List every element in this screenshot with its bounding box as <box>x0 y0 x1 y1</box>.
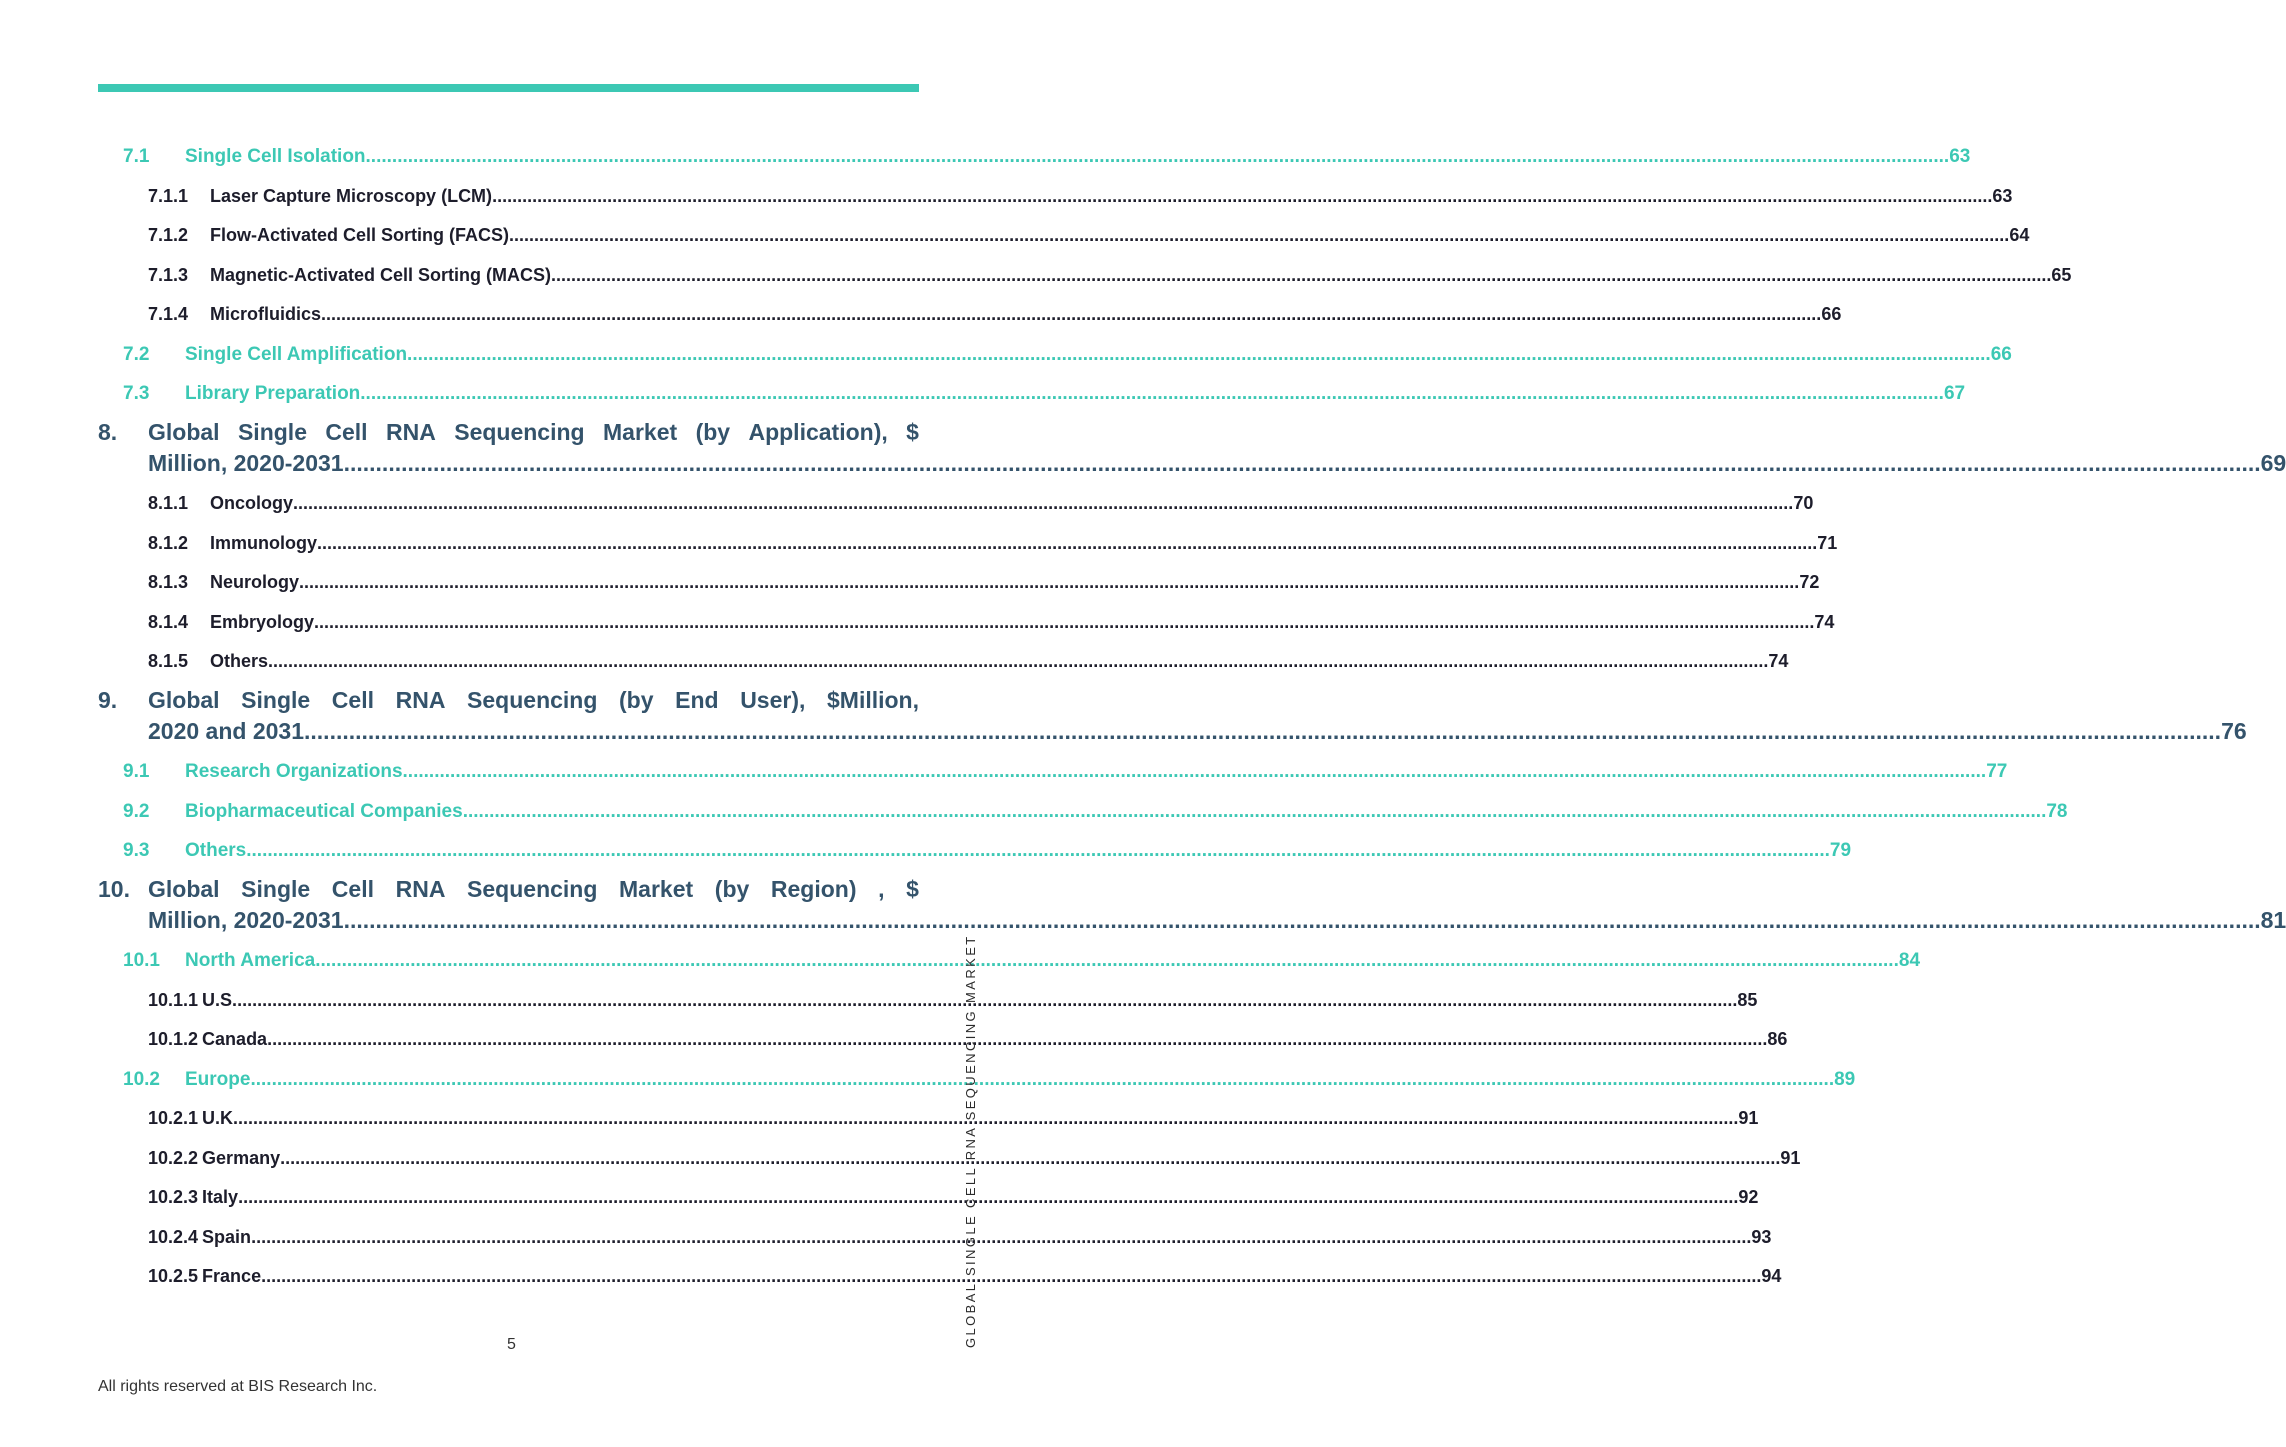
footer-copyright: All rights reserved at BIS Research Inc. <box>98 1378 378 1395</box>
dot-leader: ............................................................................................................................................................................................................................................................................................................ <box>317 533 1818 553</box>
toc-entry-9-2[interactable] <box>123 801 2068 825</box>
chapter-title-line <box>148 718 2247 749</box>
toc-number: 10.2.4 <box>148 1227 199 1247</box>
dot-leader: ............................................................................................................................................................................................................................................................................................................ <box>360 383 1944 404</box>
toc-title: Immunology <box>210 533 317 553</box>
title-word: Sequencing <box>454 419 585 445</box>
toc-page: 63 <box>1992 186 2013 206</box>
title-word: Application), <box>748 419 888 445</box>
title-word: $Million, <box>827 687 919 713</box>
toc-title: Magnetic-Activated Cell Sorting (MACS) <box>210 265 552 285</box>
dot-leader: ............................................................................................................................................................................................................................................................................................................ <box>261 1266 1762 1286</box>
toc-title: U.K. <box>202 1108 239 1128</box>
side-running-title: GLOBAL SINGLE CELL RNA SEQUENCING MARKET <box>963 934 978 1348</box>
dot-leader: ............................................................................................................................................................................................................................................................................................................ <box>402 761 1987 782</box>
toc-entry-10-2-2[interactable] <box>148 1148 1801 1172</box>
toc-title: France <box>202 1266 262 1286</box>
toc-page: 70 <box>1793 493 1814 513</box>
title-word: Single <box>241 876 311 902</box>
toc-entry-7-3[interactable] <box>123 383 1966 407</box>
toc-number: 8.1.2 <box>148 533 189 553</box>
toc-page: 89 <box>1834 1069 1856 1090</box>
dot-leader: ............................................................................................................................................................................................................................................................................................................ <box>238 1187 1739 1207</box>
toc-title: Others <box>210 651 269 671</box>
title-word: Market <box>603 419 678 445</box>
chapter-title-line <box>148 907 2286 938</box>
toc-title: Million, 2020-2031 <box>148 450 344 476</box>
toc-title: Biopharmaceutical Companies <box>185 801 463 822</box>
toc-entry-10-2[interactable] <box>123 1069 1856 1093</box>
toc-number: 8.1.4 <box>148 612 189 632</box>
title-word: RNA <box>395 687 446 713</box>
toc-page: 78 <box>2046 801 2068 822</box>
toc-entry-8-1-1[interactable] <box>148 493 1814 517</box>
toc-entry-9-1[interactable] <box>123 761 2008 785</box>
title-word: $ <box>906 876 919 902</box>
toc-number: 8.1.5 <box>148 651 189 671</box>
toc-number: 7.3 <box>123 383 150 404</box>
toc-title: Laser Capture Microscopy (LCM) <box>210 186 493 206</box>
toc-entry-7-2[interactable] <box>123 344 2012 368</box>
toc-page: 92 <box>1738 1187 1759 1207</box>
dot-leader: ............................................................................................................................................................................................................................................................................................................ <box>237 990 1738 1010</box>
toc-number: 7.1 <box>123 146 150 167</box>
toc-page: 76 <box>2221 718 2247 744</box>
toc-title: U.S. <box>202 990 238 1010</box>
title-word: Single <box>241 687 311 713</box>
toc-page: 84 <box>1898 950 1921 971</box>
toc-entry-10-1-1[interactable] <box>148 990 1758 1014</box>
toc-title: Single Cell Amplification <box>185 344 408 365</box>
dot-leader: ............................................................................................................................................................................................................................................................................................................ <box>299 572 1800 592</box>
toc-title: Single Cell Isolation <box>185 146 366 167</box>
toc-number: 9. <box>98 687 118 713</box>
chapter-title-line <box>98 876 919 907</box>
title-word: End <box>675 687 719 713</box>
chapter-title-words <box>148 876 919 903</box>
toc-entry-9-3[interactable] <box>123 840 1852 864</box>
toc-entry-7-1-2[interactable] <box>148 225 2030 249</box>
toc-number: 9.2 <box>123 801 150 822</box>
title-word: (by <box>714 876 750 902</box>
toc-number: 7.1.3 <box>148 265 189 285</box>
toc-number: 10.2 <box>123 1069 160 1090</box>
title-word: Sequencing <box>467 687 598 713</box>
toc-title: Neurology <box>210 572 300 592</box>
toc-title: Others <box>185 840 247 861</box>
title-word: $ <box>906 419 919 445</box>
dot-leader: ............................................................................................................................................................................................................................................................................................................ <box>251 1227 1752 1247</box>
dot-leader: ............................................................................................................................................................................................................................................................................................................ <box>315 950 1899 971</box>
toc-entry-10-2-4[interactable] <box>148 1227 1772 1251</box>
toc-title: Canada <box>202 1029 268 1049</box>
dot-leader: ............................................................................................................................................................................................................................................................................................................ <box>321 304 1822 324</box>
toc-number: 8. <box>98 419 118 445</box>
toc-page: 74 <box>1768 651 1789 671</box>
toc-entry-10-2-5[interactable] <box>148 1266 1782 1290</box>
dot-leader: ............................................................................................................................................................................................................................................................................................................ <box>365 146 1950 167</box>
title-word: Cell <box>325 419 368 445</box>
title-word: Market <box>619 876 694 902</box>
toc-entry-10-2-1[interactable] <box>148 1108 1759 1132</box>
toc-number: 10.2.2 <box>148 1148 199 1168</box>
toc-entry-10-1[interactable] <box>123 950 1921 974</box>
dot-leader: ............................................................................................................................................................................................................................................................................................................ <box>267 1029 1768 1049</box>
dot-leader: ............................................................................................................................................................................................................................................................................................................ <box>314 612 1815 632</box>
dot-leader: ............................................................................................................................................................................................................................................................................................................ <box>280 1148 1781 1168</box>
toc-page: 91 <box>1780 1148 1801 1168</box>
title-word: Sequencing <box>467 876 598 902</box>
toc-page: 91 <box>1738 1108 1759 1128</box>
toc-number: 7.1.2 <box>148 225 189 245</box>
toc-page: 69 <box>2260 450 2286 476</box>
toc-page: 93 <box>1751 1227 1772 1247</box>
toc-title: 2020 and 2031 <box>148 718 305 744</box>
title-word: Cell <box>331 876 374 902</box>
toc-entry-8-1-3[interactable] <box>148 572 1820 596</box>
toc-number: 10. <box>98 876 130 902</box>
top-accent-rule <box>98 84 919 92</box>
toc-number: 10.2.3 <box>148 1187 199 1207</box>
toc-entry-7-1[interactable] <box>123 146 1971 170</box>
toc-number: 10.1.2 <box>148 1029 199 1049</box>
toc-title: Library Preparation <box>185 383 361 404</box>
toc-entry-7-1-3[interactable] <box>148 265 2072 289</box>
toc-page: 67 <box>1943 383 1966 404</box>
dot-leader: ............................................................................................................................................................................................................................................................................................................ <box>462 801 2047 822</box>
toc-title: Europe <box>185 1069 251 1090</box>
title-word: User), <box>740 687 806 713</box>
title-word: RNA <box>395 876 446 902</box>
toc-page: 72 <box>1799 572 1820 592</box>
toc-page: 86 <box>1767 1029 1788 1049</box>
toc-page: 65 <box>2051 265 2072 285</box>
page-number: 5 <box>507 1336 516 1353</box>
toc-page: 94 <box>1761 1266 1782 1286</box>
toc-title: North America <box>185 950 316 971</box>
toc-title: Oncology <box>210 493 294 513</box>
toc-page: 66 <box>1821 304 1842 324</box>
toc-page: 79 <box>1829 840 1852 861</box>
toc-number: 10.2.5 <box>148 1266 199 1286</box>
toc-entry-10-2-3[interactable] <box>148 1187 1759 1211</box>
toc-title: Italy <box>202 1187 239 1207</box>
chapter-title-line <box>98 419 919 450</box>
toc-number: 7.1.4 <box>148 304 189 324</box>
toc-page: 85 <box>1737 990 1758 1010</box>
dot-leader: ............................................................................................................................................................................................................................................................................................................ <box>250 1069 1835 1090</box>
toc-chapter-10[interactable] <box>98 876 2286 938</box>
title-word: Cell <box>331 687 374 713</box>
toc-title: Research Organizations <box>185 761 403 782</box>
dot-leader: ............................................................................................................................................................................................................................................................................................................ <box>246 840 1830 861</box>
toc-number: 9.1 <box>123 761 150 782</box>
toc-entry-7-1-4[interactable] <box>148 304 1842 328</box>
toc-title: Million, 2020-2031 <box>148 907 344 933</box>
dot-leader: ............................................................................................................................................................................................................................................................................................................ <box>492 186 1993 206</box>
toc-number: 8.1.1 <box>148 493 189 513</box>
toc-entry-8-1-4[interactable] <box>148 612 1835 636</box>
toc-page: 81 <box>2260 907 2286 933</box>
title-word: (by <box>695 419 731 445</box>
toc-page: 77 <box>1986 761 2008 782</box>
title-word: RNA <box>385 419 436 445</box>
dot-leader: ............................................................................................................................................................................................................................................................................................................ <box>268 651 1769 671</box>
chapter-title-words <box>148 419 919 446</box>
toc-number: 8.1.3 <box>148 572 189 592</box>
toc-number: 9.3 <box>123 840 150 861</box>
dot-leader: ............................................................................................................................................................................................................................................................................................................ <box>551 265 2052 285</box>
toc-entry-10-1-2[interactable] <box>148 1029 1788 1053</box>
chapter-title-line <box>148 450 2286 481</box>
toc-page: 63 <box>1949 146 1971 167</box>
title-word: (by <box>619 687 654 713</box>
title-word: Single <box>237 419 307 445</box>
title-word: Global <box>148 419 220 445</box>
chapter-title-line <box>98 687 919 718</box>
title-word: , <box>878 876 885 902</box>
toc-entry-8-1-2[interactable] <box>148 533 1838 557</box>
dot-leader: ............................................................................................................................................................................................................................................................................................................ <box>509 225 2010 245</box>
chapter-title-words <box>148 687 919 714</box>
toc-page: 74 <box>1814 612 1835 632</box>
dot-leader: ............................................................................................................................................................................................................................................................................................................ <box>343 907 2261 933</box>
toc-entry-7-1-1[interactable] <box>148 186 2013 210</box>
toc-title: Flow-Activated Cell Sorting (FACS) <box>210 225 510 245</box>
dot-leader: ............................................................................................................................................................................................................................................................................................................ <box>238 1108 1739 1128</box>
toc-title: Germany <box>202 1148 281 1168</box>
dot-leader: ............................................................................................................................................................................................................................................................................................................ <box>304 718 2222 744</box>
toc-page: 64 <box>2009 225 2030 245</box>
toc-chapter-8[interactable] <box>98 419 2286 481</box>
title-word: Region) <box>770 876 857 902</box>
dot-leader: ............................................................................................................................................................................................................................................................................................................ <box>407 344 1991 365</box>
dot-leader: ............................................................................................................................................................................................................................................................................................................ <box>343 450 2261 476</box>
toc-page: 66 <box>1990 344 2012 365</box>
toc-title: Embryology <box>210 612 315 632</box>
toc-entry-8-1-5[interactable] <box>148 651 1789 675</box>
toc-number: 10.1 <box>123 950 160 971</box>
toc-number: 7.1.1 <box>148 186 189 206</box>
toc-page: 71 <box>1817 533 1838 553</box>
title-word: Global <box>148 687 220 713</box>
toc-number: 7.2 <box>123 344 150 365</box>
title-word: Global <box>148 876 220 902</box>
toc-chapter-9[interactable] <box>98 687 2247 749</box>
toc-number: 10.1.1 <box>148 990 199 1010</box>
toc-title: Microfluidics <box>210 304 322 324</box>
toc-number: 10.2.1 <box>148 1108 199 1128</box>
toc-title: Spain <box>202 1227 252 1247</box>
dot-leader: ............................................................................................................................................................................................................................................................................................................ <box>293 493 1794 513</box>
